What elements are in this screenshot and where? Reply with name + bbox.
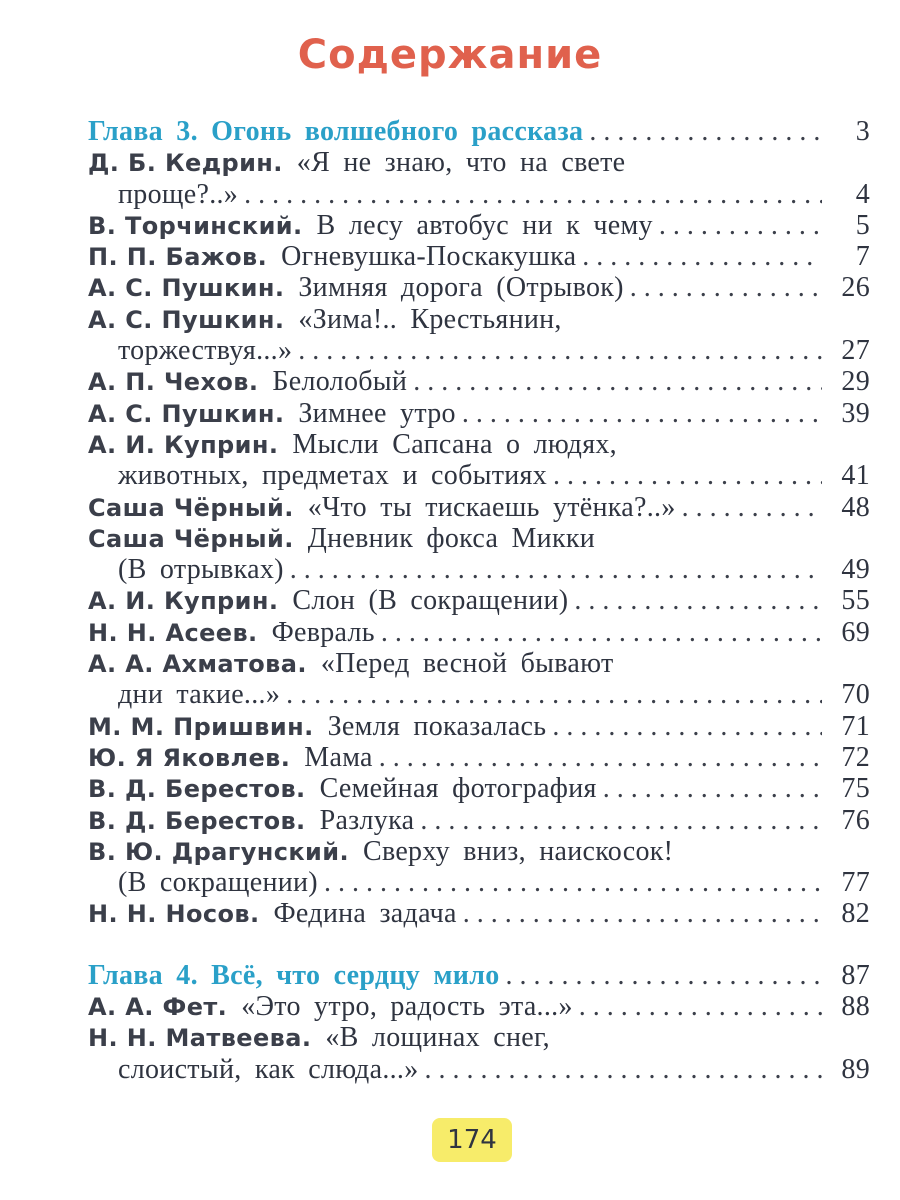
toc-title: Февраль	[271, 616, 375, 648]
toc-page-number: 72	[841, 741, 870, 773]
toc-entry	[88, 679, 870, 710]
toc-page-number: 89	[841, 1053, 870, 1085]
dot-leader	[381, 617, 822, 649]
toc-author: Саша Чёрный.	[88, 493, 294, 522]
toc-page-number: 4	[855, 178, 870, 210]
toc-page-number: 26	[841, 272, 870, 304]
dot-leader	[552, 711, 822, 743]
chapter-title: Глава 3. Огонь волшебного рассказа	[88, 116, 584, 147]
dot-leader	[413, 366, 822, 398]
toc-page-number: 76	[841, 804, 870, 836]
page-title: Содержание	[297, 32, 603, 78]
toc-title: Дневник фокса Микки	[307, 522, 596, 554]
toc-entry	[88, 991, 870, 1022]
dot-leader	[630, 272, 822, 304]
toc-title: «В лощинах снег,	[325, 1022, 550, 1054]
toc-author: Д. Б. Кедрин.	[88, 149, 283, 178]
toc-entry	[88, 585, 870, 616]
toc-page-number: 41	[841, 460, 870, 492]
toc-author: Ю. Я Яковлев.	[88, 743, 291, 772]
toc-title: «Что ты тискаешь утёнка?..»	[307, 491, 676, 523]
toc-entry	[88, 335, 870, 366]
toc-title: (В отрывках)	[118, 554, 284, 586]
toc-title: дни такие...»	[118, 679, 281, 711]
dot-leader	[603, 773, 822, 805]
toc-page-number: 29	[841, 366, 870, 398]
toc-title: Разлука	[319, 804, 415, 836]
toc-page-number: 75	[841, 773, 870, 805]
toc-title: Зимнее утро	[298, 397, 456, 429]
toc-entry	[88, 773, 870, 804]
toc-title: «Перед весной бывают	[320, 648, 614, 680]
toc-page-number: 3	[855, 116, 870, 147]
toc-title: Мысли Сапсана о людях,	[292, 428, 617, 460]
toc-title: торжествуя...»	[118, 335, 293, 367]
dot-leader	[682, 492, 822, 524]
toc-page-number: 7	[855, 241, 870, 273]
toc-page-number: 82	[841, 898, 870, 930]
toc-page-number: 55	[841, 585, 870, 617]
toc-page-number: 88	[841, 991, 870, 1023]
toc-author: А. А. Фет.	[88, 993, 228, 1022]
dot-leader	[574, 585, 822, 617]
dot-leader	[579, 991, 822, 1023]
toc-entry	[88, 805, 870, 836]
dot-leader	[462, 398, 822, 430]
dot-leader	[582, 241, 822, 273]
toc-page-number: 49	[841, 554, 870, 586]
toc-page-number: 71	[841, 710, 870, 742]
toc-entry	[88, 272, 870, 303]
toc-author: А. С. Пушкин.	[88, 305, 285, 334]
toc-title: Мама	[304, 741, 373, 773]
toc-entry	[88, 492, 870, 523]
toc-author: А. П. Чехов.	[88, 368, 259, 397]
toc-entry	[88, 460, 870, 491]
chapter-title: Глава 4. Всё, что сердцу мило	[88, 959, 500, 991]
toc-author: А. И. Куприн.	[88, 587, 279, 616]
toc-author: А. С. Пушкин.	[88, 274, 285, 303]
toc-entry	[88, 398, 870, 429]
toc-page-number: 69	[841, 616, 870, 648]
toc-author: Саша Чёрный.	[88, 524, 294, 553]
toc-title: «Я не знаю, что на свете	[296, 147, 626, 179]
toc-author: В. Ю. Драгунский.	[88, 837, 349, 866]
toc-title: «Зима!.. Крестьянин,	[298, 303, 562, 335]
dot-leader	[379, 742, 822, 774]
dot-leader	[244, 179, 822, 211]
toc-page-number: 5	[855, 209, 870, 241]
toc-author: Н. Н. Асеев.	[88, 618, 258, 647]
dot-leader	[553, 460, 822, 492]
toc-page-number: 48	[841, 491, 870, 523]
toc-entry	[88, 836, 870, 867]
chapter-heading	[88, 116, 870, 147]
toc-title: В лесу автобус ни к чему	[316, 209, 653, 241]
toc-title: Сверху вниз, наискосок!	[363, 835, 674, 867]
dot-leader	[298, 335, 822, 367]
toc-author: В. Торчинский.	[88, 211, 303, 240]
toc-entry	[88, 210, 870, 241]
toc-entry	[88, 1022, 870, 1053]
toc-title: Земля показалась	[327, 710, 547, 742]
toc-author: Н. Н. Матвеева.	[88, 1024, 312, 1053]
toc-entry	[88, 711, 870, 742]
toc-entry	[88, 617, 870, 648]
toc-author: М. М. Пришвин.	[88, 712, 314, 741]
toc-title: Белолобый	[272, 366, 408, 398]
toc-entry	[88, 1054, 870, 1085]
toc-title: Семейная фотография	[319, 773, 597, 805]
toc-title: Слон (В сокращении)	[292, 585, 569, 617]
toc-title: «Это утро, радость эта...»	[241, 991, 573, 1023]
toc-title: Огневушка-Поскакушка	[281, 241, 577, 273]
toc-entry	[88, 867, 870, 898]
toc-entry	[88, 523, 870, 554]
page-number-badge: 174	[432, 1118, 512, 1162]
toc-title: проще?..»	[118, 178, 239, 210]
toc-author: Н. Н. Носов.	[88, 900, 260, 929]
dot-leader	[589, 116, 822, 148]
dot-leader	[425, 1054, 822, 1086]
toc-entry	[88, 742, 870, 773]
dot-leader	[506, 960, 822, 992]
toc-page-number: 87	[841, 959, 870, 991]
toc-title: Федина задача	[273, 898, 457, 930]
dot-leader	[420, 805, 822, 837]
table-of-contents	[88, 116, 870, 1085]
toc-author: А. И. Куприн.	[88, 430, 279, 459]
toc-page-number: 27	[841, 335, 870, 367]
dot-leader	[290, 554, 822, 586]
toc-entry	[88, 304, 870, 335]
toc-author: А. А. Ахматова.	[88, 650, 307, 679]
toc-title: Зимняя дорога (Отрывок)	[298, 272, 624, 304]
toc-title: (В сокращении)	[118, 867, 318, 899]
toc-entry	[88, 366, 870, 397]
toc-entry	[88, 429, 870, 460]
toc-entry	[88, 147, 870, 178]
toc-entry	[88, 554, 870, 585]
toc-author: В. Д. Берестов.	[88, 806, 306, 835]
toc-author: П. П. Бажов.	[88, 243, 268, 272]
toc-page-number: 77	[841, 867, 870, 899]
toc-title: животных, предметах и событиях	[118, 460, 548, 492]
toc-entry	[88, 179, 870, 210]
toc-entry	[88, 648, 870, 679]
dot-leader	[324, 867, 822, 899]
chapter-heading	[88, 960, 870, 991]
dot-leader	[659, 210, 822, 242]
toc-entry	[88, 898, 870, 929]
toc-entry	[88, 241, 870, 272]
dot-leader	[286, 679, 822, 711]
toc-page-number: 39	[841, 397, 870, 429]
toc-title: слоистый, как слюда...»	[118, 1053, 419, 1085]
toc-author: В. Д. Берестов.	[88, 775, 306, 804]
dot-leader	[463, 898, 822, 930]
toc-page-number: 70	[841, 679, 870, 711]
toc-author: А. С. Пушкин.	[88, 399, 285, 428]
